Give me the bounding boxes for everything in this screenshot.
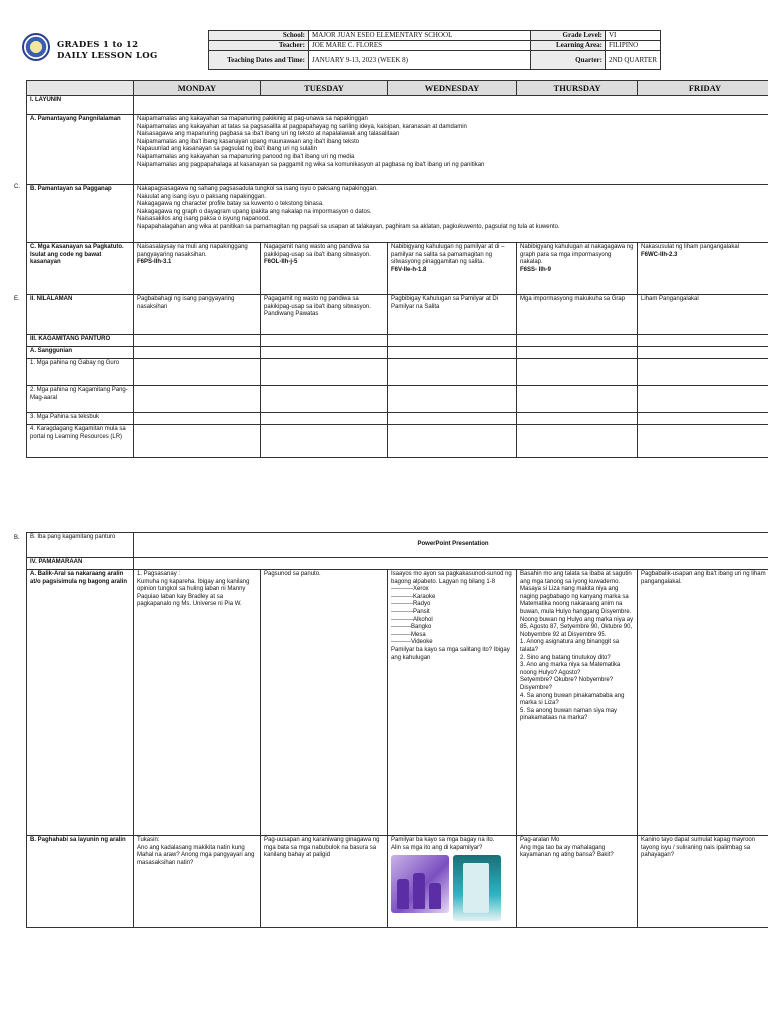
kasanayan-text: Nagagamit nang wasto ang pandiwa sa pakikipag-usap sa iba't ibang sitwasyon.: [264, 244, 371, 258]
kasanayan-text: Nakasusulat ng liham pangangalakal: [641, 244, 740, 250]
hair-product-box-image: [453, 855, 501, 921]
shampoo-bottles-image: [391, 855, 449, 913]
lesson-log-table-top: [26, 80, 768, 458]
paghahabi-wednesday: [388, 836, 517, 928]
nilalaman-friday: Liham Pangangalakal: [638, 295, 768, 335]
kasanayan-label: C. Mga Kasanayan sa Pagkatuto. Isulat ang code ng bawat kasanayan: [27, 243, 134, 295]
day-thursday: THURSDAY: [517, 81, 638, 96]
kasanayan-friday: [638, 243, 768, 295]
kasanayan-text: Nabibigyang kahulugan ng pamilyar at di – pamilyar na salita sa pamamagitan ng sitwasyong pinaggamitan ng salita.: [391, 244, 505, 266]
paghahabi-wednesday-text: Pamilyar ba kayo sa mga bagay na ito. Alin sa mga ito ang di kapamilyar?: [391, 837, 495, 851]
sanggunian-label: A. Sanggunian: [27, 347, 134, 359]
kagamitan-label: III. KAGAMITANG PANTURO: [27, 335, 134, 347]
kasanayan-code: F6V-IIe-h-1.8: [391, 266, 427, 273]
kasanayan-code: F6WC-IIh-2.3: [641, 251, 678, 258]
margin-marker-b: B.: [14, 535, 20, 541]
product-images: [391, 855, 513, 921]
kasanayan-wednesday: [388, 243, 517, 295]
quarter-label: Quarter:: [531, 51, 606, 70]
margin-marker-c: C.: [14, 184, 20, 190]
pamamaraan-blank: [134, 558, 768, 570]
pamantayan-pagganap-text: Nakapagsasagawa ng sahang pagsasadula tungkol sa isang isyu o paksang napakinggan. Naiuulat ang isang isyu o paksang napakinggan. Nakagagawa ng character profile batay sa kuwento o tekstong binasa. Nakagagawa ng graph o dayagram upang ipakita ang nakalap na impormasyon o datos. Naisasakilos ang isang paksa o isyung napanood. Napapahalagahan ang wika at panitikan sa pamamagitan ng pagsali sa usapan at talakayan, paghiram sa aklatan, pagkukuwento, pagsulat ng tula at kuwento.: [134, 185, 768, 243]
quarter-value: 2ND QUARTER: [606, 51, 661, 70]
powerpoint-note: PowerPoint Presentation: [134, 533, 768, 558]
kasanayan-code: F6SS- IIh-9: [520, 266, 552, 273]
form-title: [57, 40, 158, 62]
nilalaman-tuesday: Pagagamit ng wasto ng pandiwa sa pakikipag-usap sa iba't ibang sitwasyon. Pandiwang Pawatas: [261, 295, 388, 335]
day-wednesday: WEDNESDAY: [388, 81, 517, 96]
grade-value: VI: [606, 31, 661, 41]
dates-value: JANUARY 9-13, 2023 (WEEK 8): [309, 51, 531, 70]
kasanayan-code: F6OL-IIh-j-5: [264, 259, 298, 266]
dates-label: Teaching Dates and Time:: [209, 51, 309, 70]
paghahabi-monday: Tukasin: Ano ang kadalasang makikita natin kung Mahal na araw? Anong mga pangyayari ang masasaksihan natin?: [134, 836, 261, 928]
margin-marker-e: E.: [14, 296, 20, 302]
nilalaman-wednesday: Pagbibigay Kahulugan sa Pamilyar at Di Pamilyar na Salita: [388, 295, 517, 335]
kasanayan-text: Naisasalaysay na muli ang napakinggang pangyayaring nasaksihan.: [137, 244, 248, 258]
deped-seal-logo: [22, 33, 50, 61]
form-title-line2: DAILY LESSON LOG: [57, 51, 158, 61]
paghahabi-label: B. Paghahabi sa layunin ng aralin: [27, 836, 134, 928]
balik-aral-thursday: Basahin mo ang talata sa ibaba at sagutin ang mga tanong sa iyong kuwaderno. Masaya si Liza nang makita niya ang naging pagbabago ng kanyang marka sa Matematika noong nakaraang anim na buwan, mula Hulyo hanggang Disyembre. Noong buwan ng Hulyo ang marka niya ay 85, Agosto 87, Setyembre 90, Oktubre 90, Nobyembre 92 at Disyembre 95. 1. Anong asignatura ang binanggit sa talata? 2. Sino ang batang tinutukoy dito? 3. Ano ang marka niya sa Matematika noong Hulyo? Agosto? Setyembre? Okubre? Nobyembre? Disyembre? 4. Sa anong buwan pinakamababa ang marka si Liza? 5. Sa anong buwan naman siya may pinakamataas na marka?: [517, 570, 638, 836]
area-value: FILIPINO: [606, 41, 661, 51]
nilalaman-thursday: Mga impormasyong makukuha sa Grap: [517, 295, 638, 335]
nilalaman-label: II. NILALAMAN: [27, 295, 134, 335]
teacher-value: JOE MARE C. FLORES: [309, 41, 531, 51]
day-tuesday: TUESDAY: [261, 81, 388, 96]
balik-aral-label: A. Balik-Aral sa nakaraang aralin at/o pagsisimula ng bagong aralin: [27, 570, 134, 836]
layunin-blank: [134, 96, 768, 115]
school-value: MAJOR JUAN ESEO ELEMENTARY SCHOOL: [309, 31, 531, 41]
school-label: School:: [209, 31, 309, 41]
paghahabi-tuesday: Pag-uusapan ang karaniwang ginagawa ng mga bata sa mga nabubulok na basura sa kanilang bahay at paligid: [261, 836, 388, 928]
header-info-table: [208, 30, 661, 70]
form-title-line1: GRADES 1 to 12: [57, 40, 139, 50]
balik-aral-monday: 1. Pagsasanay : Kumuha ng kapareha. Ibigay ang kanilang opinion tungkol sa huling laban ni Manny Paquiao laban kay Bradley at sa pagkapanalo ng Ms. Universe ni Pia W.: [134, 570, 261, 836]
pamantayan-pagganap-label: B. Pamantayan sa Pagganap: [27, 185, 134, 243]
iba-pang-kagamitan-label: B. Iba pang kagamitang panturo: [27, 533, 134, 558]
teksbuk-label: 3. Mga Pahina sa teksbuk: [27, 413, 134, 425]
kagamitang-mag-aaral-label: 2. Mga pahina ng Kagamitang Pang-Mag-aaral: [27, 386, 134, 413]
gabay-guro-label: 1. Mga pahina ng Gabay ng Guro: [27, 359, 134, 386]
nilalaman-monday: Pagbabahagi ng isang pangyayaring nasaksihan: [134, 295, 261, 335]
day-friday: FRIDAY: [638, 81, 768, 96]
pamantayang-pangnilalaman-label: A. Pamantayang Pangnilalaman: [27, 115, 134, 185]
layunin-heading: I. LAYUNIN: [27, 96, 134, 115]
day-monday: MONDAY: [134, 81, 261, 96]
paghahabi-thursday: Pag-aralan Mo Ang mga tao ba ay mahalagang kayamanan ng ating bansa? Bakit?: [517, 836, 638, 928]
pamantayang-pangnilalaman-text: Naipamamalas ang kakayahan sa mapanuring pakikinig at pag-unawa sa napakinggan Naipamamalas ang kakayahan at tatas sa pagsasalita at pagpapahayag ng sariling ideya, kaisipan, karanasan at damdamin Naisasagawa ang mapanuring pagbasa sa iba't ibang uri ng teksto at napalalawak ang talasalitaan Naipamamalas ang iba't ibang kasanayan upang maunawaan ang iba't ibang teksto Napauunlad ang kasanayan sa pagsulat ng iba't ibang uri ng sulatin Naipamamalas ang kakayahan sa mapanuring panood ng iba't ibang uri ng media Naipamamalas ang pagpapahalaga at kasanayan sa paggamit ng wika sa komunikasyon at pagbasa ng iba't ibang uri ng panitikan: [134, 115, 768, 185]
balik-aral-tuesday: Pagsunod sa panuto.: [261, 570, 388, 836]
pamamaraan-label: IV. PAMAMARAAN: [27, 558, 134, 570]
balik-aral-friday: Pagbabalik-usapan ang iba't ibang uri ng liham pangangalakal.: [638, 570, 768, 836]
paghahabi-friday: Kanino tayo dapat sumulat kapag mayroon tayong isyu / suliraning nais ipalimbag sa pahayagan?: [638, 836, 768, 928]
kasanayan-text: Nabibigyang kahulugan at nakagagawa ng graph para sa mga impormasyong nakalap.: [520, 244, 634, 266]
kasanayan-monday: [134, 243, 261, 295]
kasanayan-code: F6PS-IIh-3.1: [137, 259, 172, 266]
balik-aral-wednesday: Isaayos mo ayon sa pagkakasunod-sunod ng bagong alpabeto. Lagyan ng bilang 1-8 -----------Xerox -----------Karaoke -----------Radyo -----------Pansit -----------Alkohol ----------Bangko ----------Mesa ----------Videoke Pamilyar ba kayo sa mga salitang ito? Ibigay ang kahulugan: [388, 570, 517, 836]
kasanayan-tuesday: [261, 243, 388, 295]
area-label: Learning Area:: [531, 41, 606, 51]
teacher-label: Teacher:: [209, 41, 309, 51]
grade-label: Grade Level:: [531, 31, 606, 41]
corner-cell: [27, 81, 134, 96]
kasanayan-thursday: [517, 243, 638, 295]
lr-label: 4. Karagdagang Kagamitan mula sa portal ng Learning Resources (LR): [27, 425, 134, 458]
lesson-log-table-bottom: [26, 532, 768, 928]
